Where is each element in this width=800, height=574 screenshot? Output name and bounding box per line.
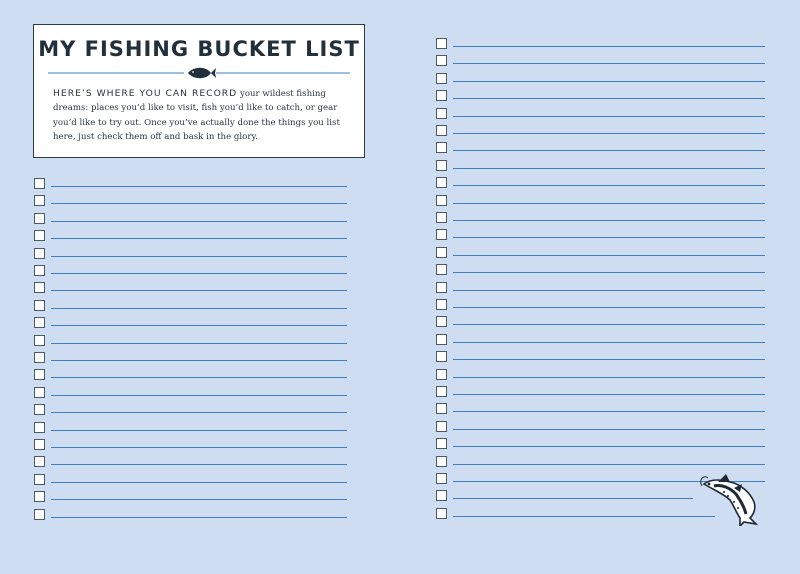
checkbox[interactable] [436, 473, 447, 484]
checkbox[interactable] [34, 474, 45, 485]
write-in-line[interactable] [453, 324, 765, 325]
write-in-line[interactable] [51, 273, 347, 274]
checkbox[interactable] [34, 352, 45, 363]
checklist-item [436, 334, 768, 346]
checkbox[interactable] [34, 248, 45, 259]
checklist-item [34, 317, 350, 329]
checkbox[interactable] [436, 299, 447, 310]
checkbox[interactable] [34, 335, 45, 346]
checklist-item [436, 55, 768, 67]
checklist-item [34, 387, 350, 399]
checkbox[interactable] [34, 404, 45, 415]
checkbox[interactable] [34, 491, 45, 502]
write-in-line[interactable] [453, 185, 765, 186]
checklist-item [34, 230, 350, 242]
checkbox[interactable] [436, 456, 447, 467]
checklist-item [34, 369, 350, 381]
checkbox[interactable] [436, 282, 447, 293]
write-in-line[interactable] [453, 150, 765, 151]
write-in-line[interactable] [51, 308, 347, 309]
write-in-line[interactable] [51, 325, 347, 326]
write-in-line[interactable] [453, 272, 765, 273]
write-in-line[interactable] [51, 186, 347, 187]
write-in-line[interactable] [453, 446, 765, 447]
checklist-item [34, 265, 350, 277]
checkbox[interactable] [436, 421, 447, 432]
write-in-line[interactable] [453, 116, 765, 117]
write-in-line[interactable] [51, 343, 347, 344]
fish-divider-icon [48, 63, 350, 83]
write-in-line[interactable] [453, 394, 765, 395]
checkbox[interactable] [436, 73, 447, 84]
write-in-line[interactable] [453, 429, 765, 430]
checklist-item [34, 509, 350, 521]
checkbox[interactable] [34, 387, 45, 398]
checkbox[interactable] [436, 438, 447, 449]
write-in-line[interactable] [51, 517, 347, 518]
checkbox[interactable] [436, 229, 447, 240]
checklist-item [436, 177, 768, 189]
checkbox[interactable] [34, 422, 45, 433]
write-in-line[interactable] [453, 464, 765, 465]
write-in-line[interactable] [51, 256, 347, 257]
write-in-line[interactable] [51, 412, 347, 413]
write-in-line[interactable] [453, 377, 765, 378]
write-in-line[interactable] [453, 290, 765, 291]
checkbox[interactable] [436, 160, 447, 171]
checkbox[interactable] [436, 334, 447, 345]
checkbox[interactable] [34, 178, 45, 189]
checkbox[interactable] [436, 55, 447, 66]
checklist-item [436, 351, 768, 363]
checkbox[interactable] [436, 247, 447, 258]
checklist-item [34, 474, 350, 486]
write-in-line[interactable] [51, 430, 347, 431]
checkbox[interactable] [436, 403, 447, 414]
checkbox[interactable] [436, 177, 447, 188]
checklist-item [34, 213, 350, 225]
checklist-item [436, 212, 768, 224]
checkbox[interactable] [34, 369, 45, 380]
checkbox[interactable] [34, 265, 45, 276]
leaping-fish-icon [700, 470, 762, 526]
checkbox[interactable] [34, 230, 45, 241]
checklist-item [34, 456, 350, 468]
write-in-line[interactable] [51, 203, 347, 204]
write-in-line[interactable] [51, 360, 347, 361]
checklist-item [436, 125, 768, 137]
checkbox[interactable] [436, 108, 447, 119]
checklist-item [436, 38, 768, 50]
write-in-line[interactable] [51, 221, 347, 222]
write-in-line[interactable] [51, 377, 347, 378]
checklist-item [34, 439, 350, 451]
write-in-line[interactable] [453, 220, 765, 221]
checklist-item [436, 316, 768, 328]
checklist-item [436, 90, 768, 102]
checklist-item [436, 456, 768, 468]
checkbox[interactable] [436, 351, 447, 362]
checkbox[interactable] [436, 490, 447, 501]
checklist-item [436, 160, 768, 172]
checklist-item [34, 404, 350, 416]
checklist-item [436, 299, 768, 311]
write-in-line[interactable] [51, 238, 347, 239]
checkbox[interactable] [34, 456, 45, 467]
checklist-item [436, 282, 768, 294]
checklist-item [34, 282, 350, 294]
write-in-line[interactable] [51, 499, 347, 500]
checkbox[interactable] [436, 386, 447, 397]
checkbox[interactable] [436, 316, 447, 327]
checkbox[interactable] [34, 300, 45, 311]
checklist-item [436, 195, 768, 207]
write-in-line[interactable] [453, 411, 765, 412]
checkbox[interactable] [34, 317, 45, 328]
write-in-line[interactable] [51, 464, 347, 465]
checkbox[interactable] [34, 195, 45, 206]
checkbox[interactable] [436, 264, 447, 275]
checklist-item [436, 73, 768, 85]
write-in-line[interactable] [51, 447, 347, 448]
intro-text [53, 87, 349, 145]
checkbox[interactable] [34, 282, 45, 293]
checklist-item [436, 386, 768, 398]
write-in-line[interactable] [453, 98, 765, 99]
checklist-item [436, 421, 768, 433]
checklist-item [34, 248, 350, 260]
checklist-item [34, 300, 350, 312]
checklist-item [436, 142, 768, 154]
checkbox[interactable] [34, 213, 45, 224]
checklist-item [34, 195, 350, 207]
write-in-line[interactable] [51, 290, 347, 291]
checkbox[interactable] [436, 125, 447, 136]
write-in-line[interactable] [453, 255, 765, 256]
write-in-line[interactable] [453, 498, 693, 499]
checkbox[interactable] [34, 509, 45, 520]
write-in-line[interactable] [453, 46, 765, 47]
write-in-line[interactable] [453, 359, 765, 360]
write-in-line[interactable] [453, 516, 715, 517]
checkbox[interactable] [34, 439, 45, 450]
write-in-line[interactable] [453, 133, 765, 134]
checklist-item [34, 335, 350, 347]
checklist-item [34, 178, 350, 190]
page-title: MY FISHING BUCKET LIST [38, 37, 360, 61]
checklist-item [436, 229, 768, 241]
write-in-line[interactable] [51, 482, 347, 483]
checklist-item [436, 108, 768, 120]
checklist-item [34, 422, 350, 434]
write-in-line[interactable] [453, 342, 765, 343]
checkbox[interactable] [436, 90, 447, 101]
intro-card [33, 24, 365, 158]
checklist-item [436, 438, 768, 450]
write-in-line[interactable] [453, 203, 765, 204]
checklist-item [436, 369, 768, 381]
write-in-line[interactable] [51, 395, 347, 396]
write-in-line[interactable] [453, 168, 765, 169]
checklist-item [34, 491, 350, 503]
write-in-line[interactable] [453, 307, 765, 308]
write-in-line[interactable] [453, 81, 765, 82]
checklist-item [34, 352, 350, 364]
checklist-item [436, 264, 768, 276]
intro-lead: HERE’S WHERE YOU CAN RECORD [53, 88, 238, 99]
checkbox[interactable] [436, 369, 447, 380]
checkbox[interactable] [436, 195, 447, 206]
checklist-item [436, 247, 768, 259]
checklist-item [436, 403, 768, 415]
checkbox[interactable] [436, 142, 447, 153]
checkbox[interactable] [436, 38, 447, 49]
write-in-line[interactable] [453, 63, 765, 64]
write-in-line[interactable] [453, 237, 765, 238]
intro-body: your wildest fishing dreams: places you’d like to visit, fish you’d like to catch, or gear you’d like to try out. Once you’ve actually done the things you list here, just check them off and bask in the glory. [53, 89, 340, 143]
checkbox[interactable] [436, 212, 447, 223]
checkbox[interactable] [436, 508, 447, 519]
